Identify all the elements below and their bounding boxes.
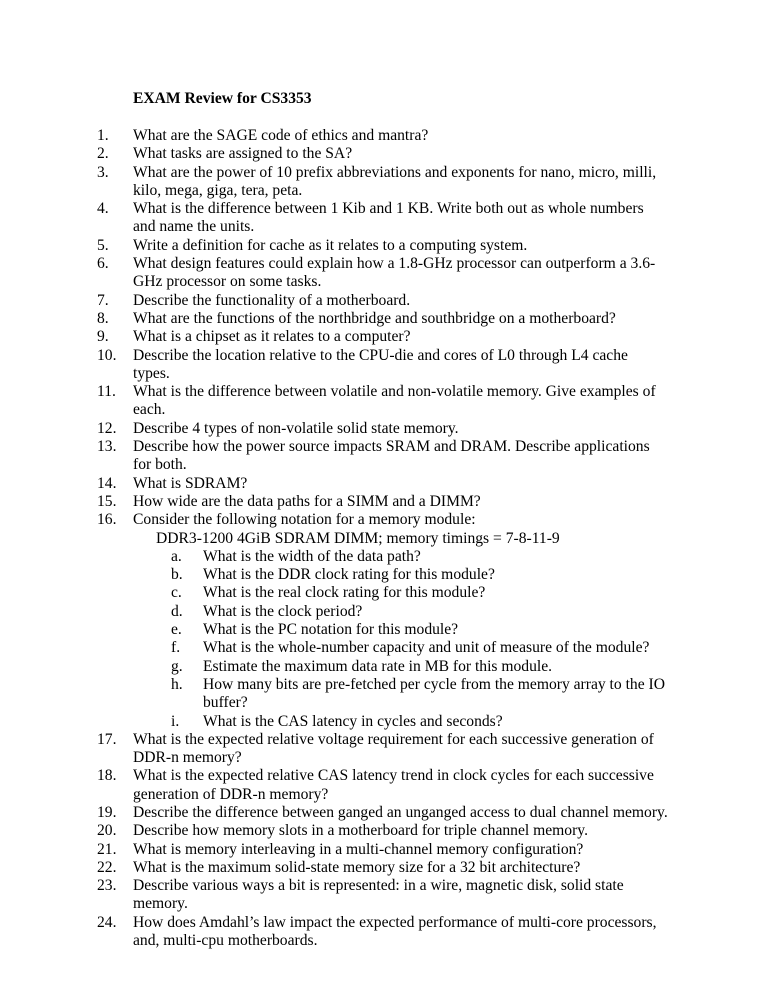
item-number: 21. xyxy=(97,840,117,858)
item-number: 6. xyxy=(97,255,109,273)
list-item xyxy=(0,420,768,438)
list-item xyxy=(0,914,768,951)
list-item xyxy=(0,145,768,163)
item-text: What is the expected relative CAS latency trend in clock cycles for each successive generation of DDR-n memory? xyxy=(133,767,654,803)
sub-item xyxy=(0,639,668,657)
item-text: What tasks are assigned to the SA? xyxy=(133,145,353,163)
list-item xyxy=(0,200,768,237)
item-text: Describe the difference between ganged an unganged access to dual channel memory. xyxy=(133,803,668,821)
item-number: 13. xyxy=(97,438,117,456)
item-number: 18. xyxy=(97,767,117,785)
sub-item-text: How many bits are pre-fetched per cycle from the memory array to the IO buffer? xyxy=(203,675,665,712)
list-item xyxy=(0,347,768,384)
sub-item-letter: b. xyxy=(171,566,183,584)
question-list xyxy=(0,127,768,950)
sub-item-letter: h. xyxy=(171,675,183,693)
item-number: 2. xyxy=(97,145,109,163)
sub-item-letter: d. xyxy=(171,602,183,620)
sub-item xyxy=(0,621,668,639)
item-number: 9. xyxy=(97,328,109,346)
item-text: How wide are the data paths for a SIMM and a DIMM? xyxy=(133,492,481,510)
page-title: EXAM Review for CS3353 xyxy=(133,90,312,107)
sub-item-letter: i. xyxy=(171,712,180,730)
item-text: What are the SAGE code of ethics and mantra? xyxy=(133,127,429,144)
item-number: 19. xyxy=(97,803,117,821)
item-text: What is the maximum solid-state memory size for a 32 bit architecture? xyxy=(133,858,581,876)
item-number: 4. xyxy=(97,200,109,218)
list-item xyxy=(0,493,768,511)
sub-item-letter: c. xyxy=(171,584,182,602)
sub-item-letter: g. xyxy=(171,657,183,675)
item-number: 20. xyxy=(97,822,117,840)
sub-question-list xyxy=(133,548,668,731)
sub-item xyxy=(0,658,668,676)
sub-item xyxy=(0,548,668,566)
item-number: 3. xyxy=(97,163,109,181)
item-text: What are the power of 10 prefix abbreviations and exponents for nano, micro, milli, kilo, mega, giga, tera, peta. xyxy=(133,163,657,199)
item-number: 7. xyxy=(97,291,109,309)
item-text: Describe the functionality of a motherboard. xyxy=(133,291,411,309)
sub-item-letter: e. xyxy=(171,621,182,639)
list-item xyxy=(0,767,768,804)
item-number: 1. xyxy=(97,127,109,144)
sub-item-text: What is the DDR clock rating for this module? xyxy=(203,566,495,584)
list-item xyxy=(0,475,768,493)
item-text: Describe how the power source impacts SRAM and DRAM. Describe applications for both. xyxy=(133,438,650,474)
item-text: Describe 4 types of non-volatile solid state memory. xyxy=(133,419,459,437)
sub-item xyxy=(0,713,668,731)
sub-item xyxy=(0,676,668,713)
sub-item-letter: f. xyxy=(171,639,181,657)
list-item xyxy=(0,127,768,145)
list-item xyxy=(0,511,768,731)
item-number: 17. xyxy=(97,730,117,748)
list-item xyxy=(0,731,768,768)
item-number: 11. xyxy=(97,383,116,401)
list-item xyxy=(0,822,768,840)
item-text: Describe how memory slots in a motherboard for triple channel memory. xyxy=(133,822,588,840)
item-text: Consider the following notation for a memory module: xyxy=(133,511,476,529)
item-text: What is the difference between 1 Kib and 1 KB. Write both out as whole numbers and name the units. xyxy=(133,200,644,236)
item-text: What is SDRAM? xyxy=(133,474,248,492)
sub-item-text: What is the clock period? xyxy=(203,602,363,620)
sub-item xyxy=(0,566,668,584)
item-number: 15. xyxy=(97,492,117,510)
item-text: What is the expected relative voltage requirement for each successive generation of DDR-n memory? xyxy=(133,730,654,767)
list-item xyxy=(0,859,768,877)
item-number: 12. xyxy=(97,419,117,437)
item-text: Describe the location relative to the CPU-die and cores of L0 through L4 cache types. xyxy=(133,346,628,382)
sub-item-letter: a. xyxy=(171,547,182,565)
item-text: How does Amdahl’s law impact the expected performance of multi-core processors, and, multi-cpu motherboards. xyxy=(133,913,657,950)
item-number: 22. xyxy=(97,858,117,876)
list-item xyxy=(0,292,768,310)
sub-item xyxy=(0,584,668,602)
sub-item-text: What is the whole-number capacity and unit of measure of the module? xyxy=(203,639,650,657)
list-item xyxy=(0,383,768,420)
item-text: What design features could explain how a 1.8-GHz processor can outperform a 3.6-GHz processor on some tasks. xyxy=(133,255,656,291)
sub-item xyxy=(0,603,668,621)
sub-item-text: What is the real clock rating for this module? xyxy=(203,584,486,602)
sub-item-text: Estimate the maximum data rate in MB for this module. xyxy=(203,657,553,675)
item-number: 23. xyxy=(97,877,117,895)
memory-module-notation: DDR3-1200 4GiB SDRAM DIMM; memory timings = 7-8-11-9 xyxy=(156,529,560,547)
list-item xyxy=(0,237,768,255)
item-number: 16. xyxy=(97,511,117,529)
item-text: What is the difference between volatile and non-volatile memory. Give examples of each. xyxy=(133,383,656,419)
item-number: 5. xyxy=(97,236,109,254)
list-item xyxy=(0,804,768,822)
item-text: What are the functions of the northbridge and southbridge on a motherboard? xyxy=(133,309,616,327)
item-text: What is a chipset as it relates to a computer? xyxy=(133,328,411,346)
item-text: Describe various ways a bit is represented: in a wire, magnetic disk, solid state memory. xyxy=(133,877,624,913)
item-text: Write a definition for cache as it relates to a computing system. xyxy=(133,236,528,254)
item-number: 24. xyxy=(97,913,117,931)
list-item xyxy=(0,841,768,859)
item-number: 14. xyxy=(97,474,117,492)
sub-item-text: What is the PC notation for this module? xyxy=(203,621,459,639)
sub-item-text: What is the CAS latency in cycles and seconds? xyxy=(203,712,503,730)
item-number: 8. xyxy=(97,309,109,327)
list-item xyxy=(0,310,768,328)
list-item xyxy=(0,255,768,292)
list-item xyxy=(0,164,768,201)
sub-item-text: What is the width of the data path? xyxy=(203,547,421,565)
item-number: 10. xyxy=(97,346,117,364)
list-item xyxy=(0,877,768,914)
list-item xyxy=(0,438,768,475)
list-item xyxy=(0,328,768,346)
item-text: What is memory interleaving in a multi-channel memory configuration? xyxy=(133,840,584,858)
